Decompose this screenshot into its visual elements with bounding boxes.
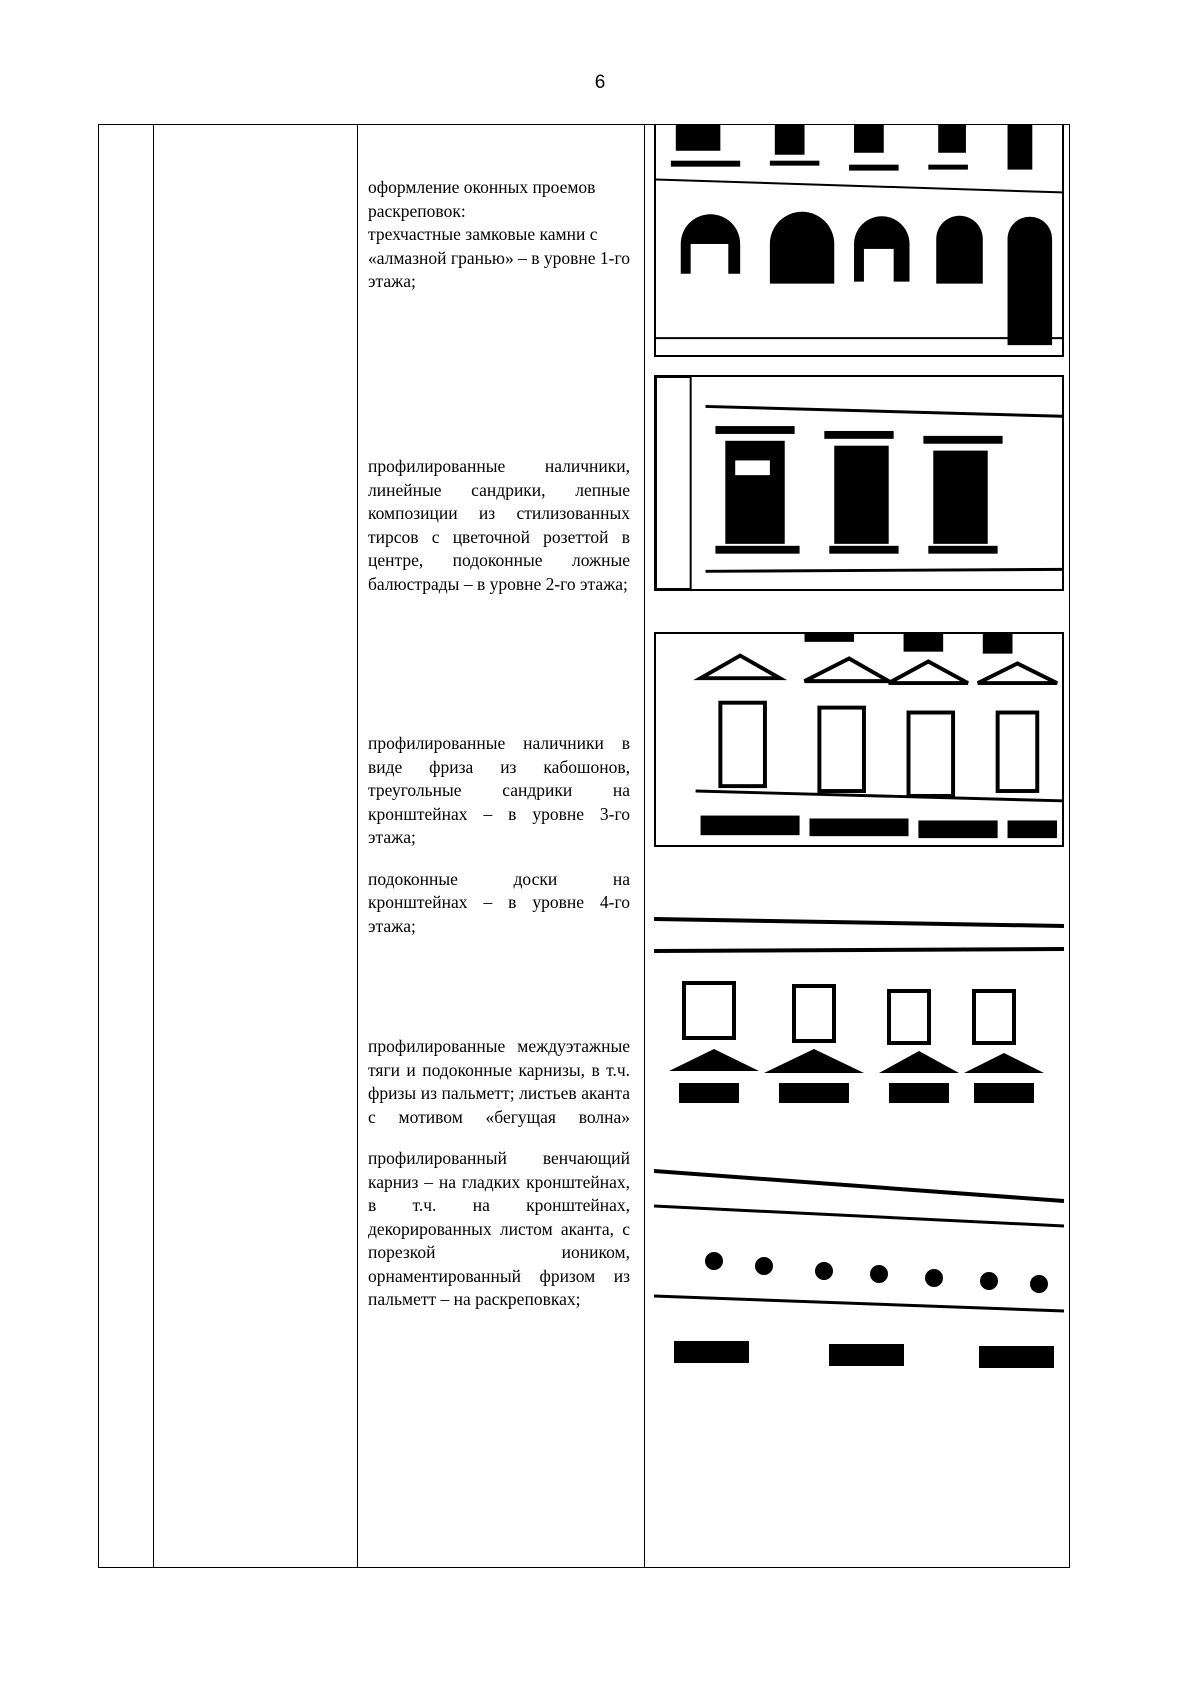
- paragraph: оформление оконных проемов раскреповок:: [368, 177, 596, 221]
- content-table: [98, 124, 1070, 1568]
- paragraph: профилированные наличники в виде фриза из кабошонов, треугольные сандрики на кронштейнах – в уровне 3-го этажа;: [368, 733, 630, 847]
- column-divider-2: [357, 125, 358, 1567]
- paragraph: профилированные междуэтажные тяги и подоконные карнизы, в т.ч. фризы из пальметт; листьев аканта с мотивом «бегущая волна»: [368, 1036, 630, 1127]
- facade-photo-third-floor: [654, 632, 1064, 847]
- paragraph: профилированные наличники, линейные сандрики, лепные композиции из стилизованных тирсов с цветочной розеттой в центре, подоконные ложные балюстрады – в уровне 2-го этажа;: [368, 456, 630, 594]
- text-block-second-floor: [368, 455, 630, 596]
- column-divider-1: [153, 125, 154, 1567]
- facade-photo-second-floor: [654, 375, 1064, 591]
- paragraph: подоконные доски на кронштейнах – в уровне 4-го этажа;: [368, 868, 630, 936]
- text-block-third-fourth-floor: [368, 732, 630, 938]
- facade-photo-cornices: [654, 911, 1064, 1106]
- paragraph: профилированный венчающий карниз – на гладких кронштейнах, в т.ч. на кронштейнах, декорированных листом аканта, с порезкой иоником, орнаментированный фризом из пальметт – на раскреповках;: [368, 1148, 630, 1309]
- page-number: 6: [594, 72, 606, 93]
- text-block-ground-floor: [368, 176, 630, 294]
- text-block-cornices: [368, 1035, 630, 1312]
- facade-photo-ground-floor: [654, 125, 1064, 357]
- facade-photo-crowning-cornice: [654, 1166, 1064, 1381]
- paragraph: трехчастные замковые камни с «алмазной гранью» – в уровне 1-го этажа;: [368, 224, 630, 291]
- column-divider-3: [644, 125, 645, 1567]
